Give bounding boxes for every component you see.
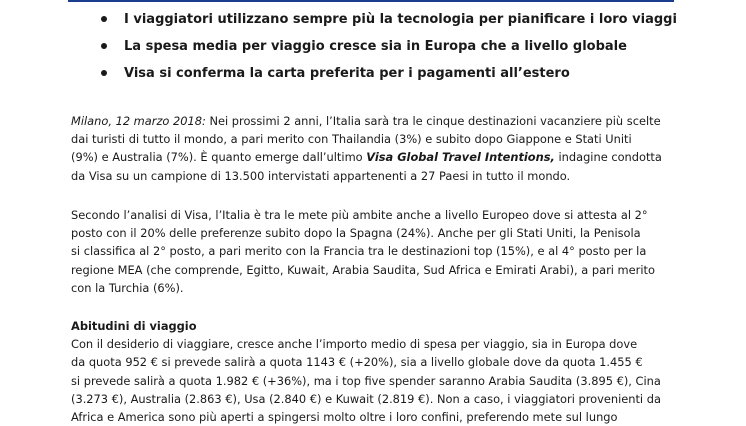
key-point-item (101, 60, 677, 87)
bullet-icon (101, 70, 107, 76)
analysis-paragraph (71, 206, 681, 297)
paragraph-text: (9%) e Australia (7%). È quanto emerge dall’ultimo (71, 150, 367, 165)
paragraph-line: posto con il 20% delle preferenze subito dopo la Spagna (24%). Anche per gli Stati Uniti, la Penisola (71, 226, 641, 241)
paragraph-line: si classifica al 2° posto, a pari merito con la Francia tra le destinazioni top (15%), e al 4° posto per la (71, 244, 647, 259)
paragraph-line: Africa e America sono più aperti a spingersi molto oltre i loro confini, preferendo mete sul lungo (71, 410, 618, 425)
paragraph-line: da quota 952 € si prevede salirà a quota 1143 € (+20%), sia a livello globale dove da quota 1.455 € (71, 355, 643, 370)
paragraph-line: si prevede salirà a quota 1.982 € (+36%), ma i top five spender saranno Arabia Saudita (3.895 €), Cina (71, 373, 661, 388)
paragraph-line: Con il desiderio di viaggiare, cresce anche l’importo medio di spesa per viaggio, sia in Europa dove (71, 337, 638, 352)
paragraph-line: Secondo l’analisi di Visa, l’Italia è tra le mete più ambite anche a livello Europeo dove si attesta al 2° (71, 208, 648, 222)
key-point-text: Visa si conferma la carta preferita per i pagamenti all’estero (124, 66, 570, 81)
intro-paragraph (71, 112, 681, 185)
paragraph-line: con la Turchia (6%). (71, 280, 184, 295)
paragraph-line: regione MEA (che comprende, Egitto, Kuwait, Arabia Saudita, Sud Africa e Emirati Arabi), a pari merito (71, 262, 655, 277)
bullet-icon (101, 16, 107, 22)
report-name: Visa Global Travel Intentions, (366, 150, 555, 165)
paragraph-text: indagine condotta (554, 150, 662, 165)
paragraph-text: Nei prossimi 2 anni, l’Italia sarà tra le cinque destinazioni vacanziere più scelte (205, 114, 661, 128)
header-rule (68, 0, 674, 2)
paragraph-line (71, 148, 681, 166)
paragraph-line: (3.273 €), Australia (2.863 €), Usa (2.840 €) e Kuwait (2.819 €). Non a caso, i viaggiatori provenienti da (71, 391, 661, 406)
travel-habits-section (71, 317, 681, 426)
paragraph-line (71, 112, 681, 130)
dateline: Milano, 12 marzo 2018: (71, 114, 206, 128)
key-point-item (101, 6, 677, 33)
key-point-text: I viaggiatori utilizzano sempre più la tecnologia per pianificare i loro viaggi (124, 12, 677, 27)
bullet-icon (101, 43, 107, 49)
section-heading: Abitudini di viaggio (71, 319, 197, 333)
key-point-text: La spesa media per viaggio cresce sia in Europa che a livello globale (124, 39, 627, 54)
key-points-list (101, 6, 677, 87)
key-point-item (101, 33, 677, 60)
paragraph-line: da Visa su un campione di 13.500 intervistati appartenenti a 27 Paesi in tutto il mondo. (71, 168, 571, 183)
paragraph-line: dai turisti di tutto il mondo, a pari merito con Thailandia (3%) e subito dopo Giappone e Stati Uniti (71, 132, 632, 147)
